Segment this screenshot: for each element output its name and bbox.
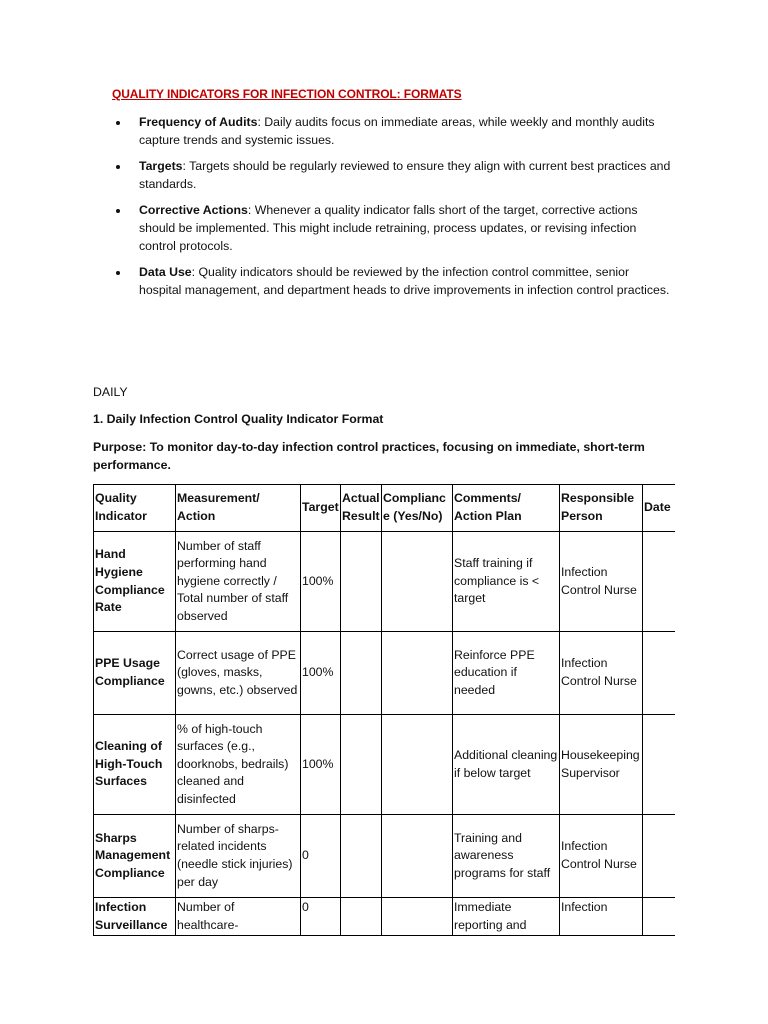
purpose-statement: Purpose: To monitor day-to-day infection control practices, focusing on immediate, short-term performance. xyxy=(93,440,645,472)
indicator-cell: Cleaning of High-Touch Surfaces xyxy=(94,715,176,815)
actual-result-cell xyxy=(341,632,382,715)
actual-result-cell xyxy=(341,715,382,815)
compliance-cell xyxy=(382,815,453,898)
target-cell: 0 xyxy=(301,898,341,937)
indicator-cell: Infection Surveillance xyxy=(94,898,176,937)
bullet-text: : Quality indicators should be reviewed by the infection control committee, senior hospital management, and department heads to drive improvements in infection control practices. xyxy=(139,265,670,297)
table-row xyxy=(94,532,676,632)
indicator-table-container xyxy=(93,484,675,936)
bullet-text: : Targets should be regularly reviewed to ensure they align with current best practices and standards. xyxy=(139,159,671,191)
comments-cell: Additional cleaning if below target xyxy=(453,715,560,815)
daily-label: DAILY xyxy=(93,385,128,399)
target-cell: 100% xyxy=(301,632,341,715)
responsible-cell: Infection Control Nurse xyxy=(560,815,643,898)
compliance-cell xyxy=(382,532,453,632)
bullet-text: : Daily audits focus on immediate areas, while weekly and monthly audits capture trends and systemic issues. xyxy=(139,115,655,147)
date-cell xyxy=(643,898,676,937)
column-header: Actual Result xyxy=(341,485,382,532)
table-row xyxy=(94,815,676,898)
measurement-cell: Correct usage of PPE (gloves, masks, gowns, etc.) observed xyxy=(176,632,301,715)
target-cell: 0 xyxy=(301,815,341,898)
table-row xyxy=(94,898,676,937)
measurement-cell: % of high-touch surfaces (e.g., doorknobs, bedrails) cleaned and disinfected xyxy=(176,715,301,815)
column-header: Responsible Person xyxy=(560,485,643,532)
responsible-cell: Infection Control Nurse xyxy=(560,532,643,632)
column-header: Compliance (Yes/No) xyxy=(382,485,453,532)
measurement-cell: Number of sharps-related incidents (needle stick injuries) per day xyxy=(176,815,301,898)
actual-result-cell xyxy=(341,898,382,937)
responsible-cell: Infection Control Nurse xyxy=(560,632,643,715)
compliance-cell xyxy=(382,898,453,937)
actual-result-cell xyxy=(341,532,382,632)
column-header: Measurement/ Action xyxy=(176,485,301,532)
target-cell: 100% xyxy=(301,715,341,815)
column-header: Target xyxy=(301,485,341,532)
responsible-cell: Housekeeping Supervisor xyxy=(560,715,643,815)
compliance-cell xyxy=(382,715,453,815)
column-header: Date xyxy=(643,485,676,532)
measurement-cell: Number of staff performing hand hygiene correctly / Total number of staff observed xyxy=(176,532,301,632)
indicator-cell: Sharps Management Compliance xyxy=(94,815,176,898)
indicator-table xyxy=(93,484,675,936)
date-cell xyxy=(643,532,676,632)
bullet-term: Corrective Actions xyxy=(139,203,248,218)
page-heading: QUALITY INDICATORS FOR INFECTION CONTROL: FORMATS xyxy=(112,87,462,101)
measurement-cell: Number of healthcare- xyxy=(176,898,301,937)
bullet-term: Targets xyxy=(139,159,183,174)
section-title: 1. Daily Infection Control Quality Indicator Format xyxy=(93,412,384,426)
comments-cell: Staff training if compliance is < target xyxy=(453,532,560,632)
bullet-list xyxy=(112,114,672,308)
bullet-term: Frequency of Audits xyxy=(139,115,258,129)
comments-cell: Training and awareness programs for staff xyxy=(453,815,560,898)
table-header-row xyxy=(94,485,676,532)
responsible-cell: Infection xyxy=(560,898,643,937)
column-header: Quality Indicator xyxy=(94,485,176,532)
target-cell: 100% xyxy=(301,532,341,632)
bullet-frequency-of-audits xyxy=(112,114,672,149)
bullet-text: : Whenever a quality indicator falls short of the target, corrective actions should be implemented. This might include retraining, process updates, or revising infection control protocols. xyxy=(139,203,638,253)
table-row xyxy=(94,632,676,715)
date-cell xyxy=(643,632,676,715)
bullet-targets xyxy=(112,158,672,193)
indicator-cell: PPE Usage Compliance xyxy=(94,632,176,715)
compliance-cell xyxy=(382,632,453,715)
comments-cell: Immediate reporting and xyxy=(453,898,560,937)
table-row xyxy=(94,715,676,815)
bullet-term: Data Use xyxy=(139,265,192,280)
column-header: Comments/ Action Plan xyxy=(453,485,560,532)
actual-result-cell xyxy=(341,815,382,898)
indicator-cell: Hand Hygiene Compliance Rate xyxy=(94,532,176,632)
date-cell xyxy=(643,715,676,815)
bullet-corrective-actions xyxy=(112,202,672,255)
bullet-data-use xyxy=(112,264,672,299)
date-cell xyxy=(643,815,676,898)
comments-cell: Reinforce PPE education if needed xyxy=(453,632,560,715)
